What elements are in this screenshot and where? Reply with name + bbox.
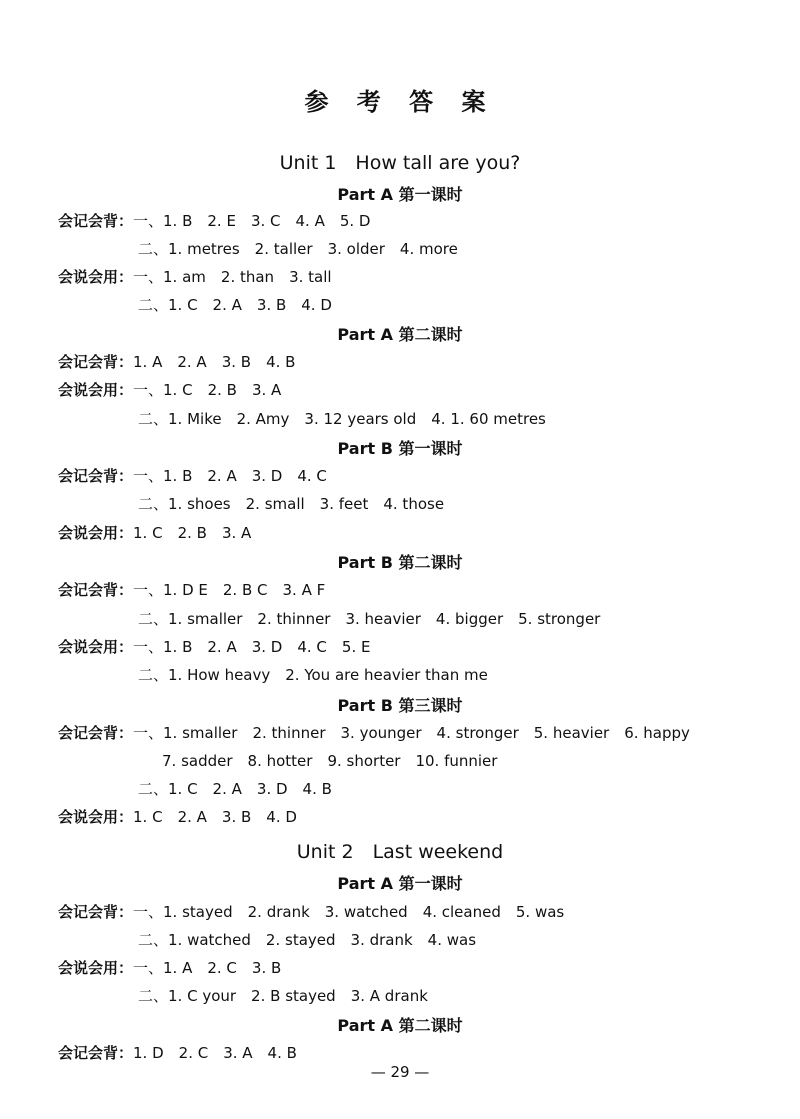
answer-line (58, 957, 281, 978)
answer-text: 一、1. stayed 2. drank 3. watched 4. cleaned 5. was (133, 903, 565, 921)
page-number: — 29 — (370, 1063, 430, 1081)
unit1-part-b-lesson2-heading: Part B 第二课时 (337, 553, 463, 572)
answer-line (58, 722, 690, 743)
answer-line (58, 522, 251, 543)
answer-line: 二、1. C your 2. B stayed 3. A drank (138, 987, 428, 1005)
section-label: 会说会用： (58, 638, 134, 656)
section-label: 会记会背： (58, 467, 134, 485)
answer-line (58, 806, 297, 827)
unit1-part-b-lesson3-heading: Part B 第三课时 (337, 696, 463, 715)
answer-text: 一、1. B 2. E 3. C 4. A 5. D (133, 212, 371, 230)
answer-line: 二、1. smaller 2. thinner 3. heavier 4. bigger 5. stronger (138, 610, 601, 628)
answer-line: 二、1. shoes 2. small 3. feet 4. those (138, 495, 445, 513)
answer-line: 7. sadder 8. hotter 9. shorter 10. funnier (162, 752, 498, 770)
answer-text: 一、1. A 2. C 3. B (133, 959, 282, 977)
answer-line: 二、1. metres 2. taller 3. older 4. more (138, 240, 458, 258)
section-label: 会记会背： (58, 1044, 134, 1062)
section-label: 会说会用： (58, 524, 134, 542)
section-label: 会记会背： (58, 353, 134, 371)
answer-text: 1. D 2. C 3. A 4. B (133, 1044, 297, 1062)
unit1-part-b-lesson1-heading: Part B 第一课时 (337, 439, 463, 458)
section-label: 会记会背： (58, 724, 134, 742)
page-title: 参 考 答 案 (304, 87, 496, 116)
answer-line (58, 901, 564, 922)
answer-text: 一、1. B 2. A 3. D 4. C (133, 467, 327, 485)
section-label: 会说会用： (58, 268, 134, 286)
answer-line (58, 579, 325, 600)
unit1-part-a-lesson2-heading: Part A 第二课时 (337, 325, 463, 344)
answer-line (58, 379, 281, 400)
answer-line (58, 210, 370, 231)
answer-line (58, 351, 295, 372)
answer-line (58, 1042, 297, 1063)
answer-text: 1. C 2. A 3. B 4. D (133, 808, 297, 826)
answer-line: 二、1. watched 2. stayed 3. drank 4. was (138, 931, 477, 949)
answer-line (58, 266, 332, 287)
section-label: 会说会用： (58, 381, 134, 399)
answer-line (58, 636, 370, 657)
unit1-heading: Unit 1 How tall are you? (279, 152, 521, 174)
unit1-part-a-lesson1-heading: Part A 第一课时 (337, 185, 463, 204)
unit2-part-a-lesson2-heading: Part A 第二课时 (337, 1016, 463, 1035)
answer-text: 一、1. smaller 2. thinner 3. younger 4. stronger 5. heavier 6. happy (133, 724, 690, 742)
section-label: 会说会用： (58, 959, 134, 977)
section-label: 会记会背： (58, 581, 134, 599)
answer-text: 一、1. am 2. than 3. tall (133, 268, 332, 286)
answer-text: 1. A 2. A 3. B 4. B (133, 353, 296, 371)
answer-text: 一、1. D E 2. B C 3. A F (133, 581, 326, 599)
answer-line (58, 465, 327, 486)
section-label: 会记会背： (58, 903, 134, 921)
answer-line: 二、1. C 2. A 3. D 4. B (138, 780, 332, 798)
answer-line: 二、1. C 2. A 3. B 4. D (138, 296, 332, 314)
answer-line: 二、1. Mike 2. Amy 3. 12 years old 4. 1. 60 metres (138, 410, 546, 428)
section-label: 会记会背： (58, 212, 134, 230)
answer-text: 一、1. B 2. A 3. D 4. C 5. E (133, 638, 371, 656)
unit2-part-a-lesson1-heading: Part A 第一课时 (337, 874, 463, 893)
answer-text: 一、1. C 2. B 3. A (133, 381, 282, 399)
answer-line: 二、1. How heavy 2. You are heavier than me (138, 666, 488, 684)
answer-text: 1. C 2. B 3. A (133, 524, 252, 542)
unit2-heading: Unit 2 Last weekend (296, 841, 504, 863)
section-label: 会说会用： (58, 808, 134, 826)
